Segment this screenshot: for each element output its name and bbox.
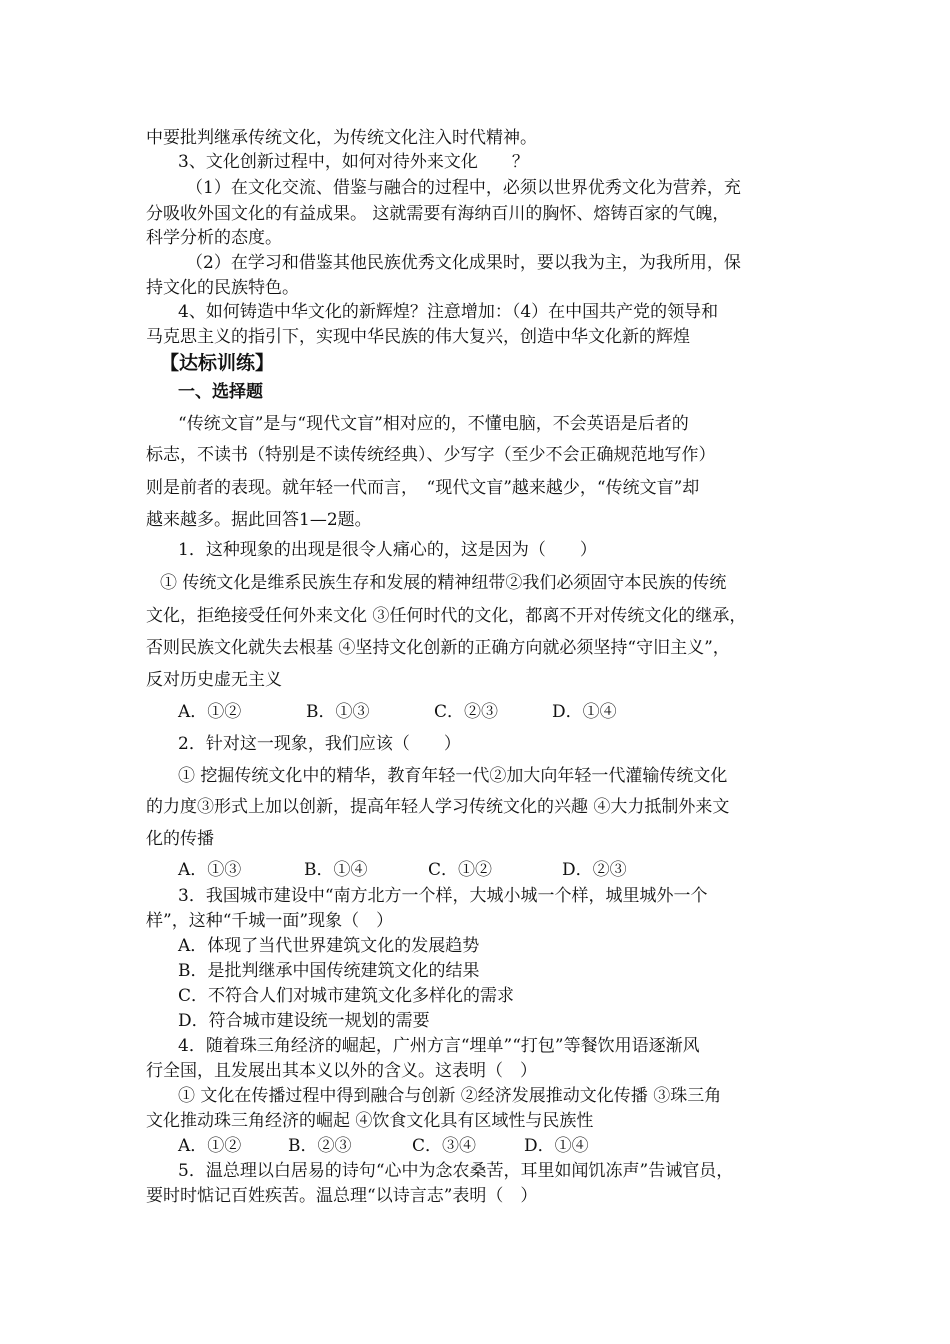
intro-line-7: 持文化的民族特色。 bbox=[146, 278, 299, 298]
q1-options bbox=[178, 700, 617, 724]
q2-line-3: 化的传播 bbox=[146, 829, 214, 849]
q2-stem: 2．针对这一现象，我们应该（ ） bbox=[178, 734, 461, 754]
q2-option-c: C．①② bbox=[428, 860, 493, 880]
intro-line-1: 中要批判继承传统文化，为传统文化注入时代精神。 bbox=[146, 128, 537, 148]
q1-option-d: D．①④ bbox=[552, 702, 617, 722]
q3-option-b: B．是批判继承中国传统建筑文化的结果 bbox=[178, 961, 480, 981]
q1-line-2: 文化，拒绝接受任何外来文化 ③任何时代的文化，都离不开对传统文化的继承， bbox=[146, 606, 747, 626]
q4-option-a: A．①② bbox=[178, 1136, 242, 1156]
q5-line-1: 5．温总理以白居易的诗句“心中为念农桑苦，耳里如闻饥冻声”告诫官员， bbox=[178, 1161, 734, 1181]
question-3-heading: 3、文化创新过程中，如何对待外来文化 ？ bbox=[178, 152, 529, 172]
q3-option-d: D．符合城市建设统一规划的需要 bbox=[178, 1011, 430, 1031]
subsection-title: 一、选择题 bbox=[178, 382, 263, 402]
q4-option-d: D．①④ bbox=[524, 1136, 589, 1156]
q3-option-c: C．不符合人们对城市建筑文化多样化的需求 bbox=[178, 986, 515, 1006]
q4-line-4: 文化推动珠三角经济的崛起 ④饮食文化具有区域性与民族性 bbox=[146, 1111, 594, 1131]
q1-option-c: C．②③ bbox=[434, 702, 499, 722]
q2-option-d: D．②③ bbox=[562, 860, 627, 880]
section-title: 【达标训练】 bbox=[160, 352, 275, 374]
q1-line-4: 反对历史虚无主义 bbox=[146, 670, 282, 690]
intro-line-6: （2）在学习和借鉴其他民族优秀文化成果时，要以我为主，为我所用，保 bbox=[186, 253, 741, 273]
q3-line-2: 样”，这种“千城一面”现象（ ） bbox=[146, 911, 394, 931]
intro-line-4: 分吸收外国文化的有益成果。 这就需要有海纳百川的胸怀、熔铸百家的气魄， bbox=[146, 204, 730, 224]
intro-line-9: 马克思主义的指引下，实现中华民族的伟大复兴，创造中华文化新的辉煌 bbox=[146, 327, 690, 347]
q4-option-c: C．③④ bbox=[412, 1136, 477, 1156]
q2-options bbox=[178, 858, 627, 882]
q3-option-a: A．体现了当代世界建筑文化的发展趋势 bbox=[178, 936, 480, 956]
q1-line-3: 否则民族文化就失去根基 ④坚持文化创新的正确方向就必须坚持“守旧主义”， bbox=[146, 638, 730, 658]
material-line-1: “传统文盲”是与“现代文盲”相对应的，不懂电脑，不会英语是后者的 bbox=[178, 414, 689, 434]
material-line-4: 越来越多。据此回答1—2题。 bbox=[146, 510, 372, 530]
q2-option-b: B．①④ bbox=[304, 860, 368, 880]
q4-options bbox=[178, 1134, 589, 1158]
q2-line-2: 的力度③形式上加以创新，提高年轻人学习传统文化的兴趣 ④大力抵制外来文 bbox=[146, 797, 730, 817]
material-line-2: 标志，不读书（特别是不读传统经典）、少写字（至少不会正确规范地写作） bbox=[146, 445, 716, 465]
q1-option-a: A．①② bbox=[178, 702, 242, 722]
q2-line-1: ① 挖掘传统文化中的精华，教育年轻一代②加大向年轻一代灌输传统文化 bbox=[178, 766, 728, 786]
q5-line-2: 要时时惦记百姓疾苦。温总理“以诗言志”表明（ ） bbox=[146, 1186, 538, 1206]
question-4-heading: 4、如何铸造中华文化的新辉煌？注意增加：（4）在中国共产党的领导和 bbox=[178, 302, 719, 322]
q3-line-1: 3．我国城市建设中“南方北方一个样，大城小城一个样，城里城外一个 bbox=[178, 886, 708, 906]
intro-line-5: 科学分析的态度。 bbox=[146, 228, 282, 248]
q4-line-1: 4．随着珠三角经济的崛起，广州方言“埋单”“打包”等餐饮用语逐渐风 bbox=[178, 1036, 700, 1056]
q4-line-2: 行全国，且发展出其本义以外的含义。这表明（ ） bbox=[146, 1061, 537, 1081]
q4-line-3: ① 文化在传播过程中得到融合与创新 ②经济发展推动文化传播 ③珠三角 bbox=[178, 1086, 722, 1106]
intro-line-3: （1）在文化交流、借鉴与融合的过程中，必须以世界优秀文化为营养，充 bbox=[186, 178, 741, 198]
material-line-3: 则是前者的表现。就年轻一代而言， “现代文盲”越来越少，“传统文盲”却 bbox=[146, 478, 700, 498]
q1-line-1: ① 传统文化是维系民族生存和发展的精神纽带②我们必须固守本民族的传统 bbox=[160, 573, 727, 593]
q2-option-a: A．①③ bbox=[178, 860, 242, 880]
q1-stem: 1．这种现象的出现是很令人痛心的，这是因为（ ） bbox=[178, 540, 597, 560]
q4-option-b: B．②③ bbox=[288, 1136, 352, 1156]
q1-option-b: B．①③ bbox=[306, 702, 370, 722]
